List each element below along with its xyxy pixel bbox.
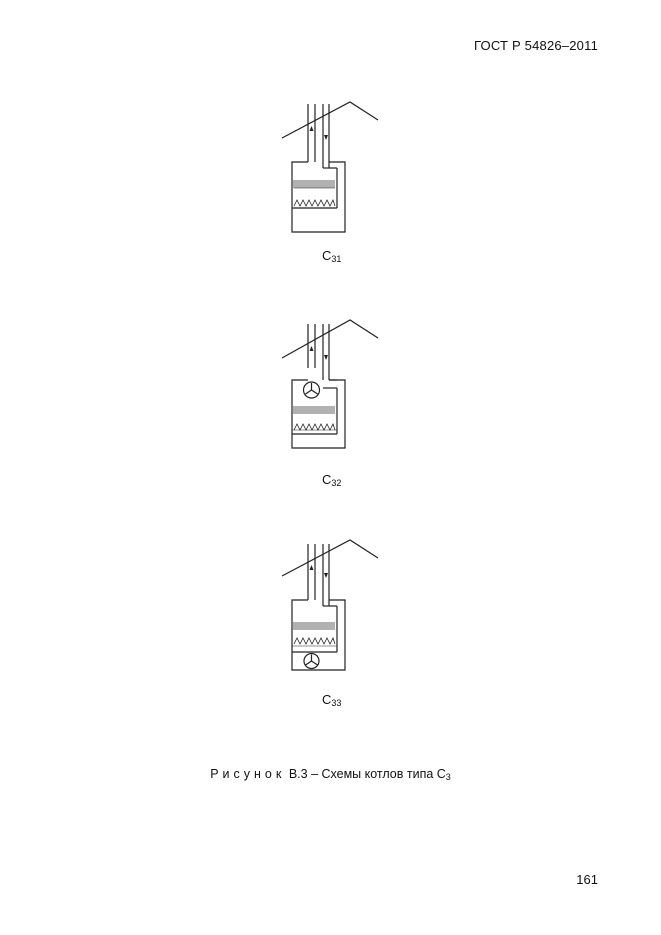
boiler-diagram-c33 xyxy=(270,538,390,708)
boiler-diagram-c31-drawing xyxy=(270,100,390,240)
boiler-diagram-c33-drawing xyxy=(270,538,390,678)
roof-line xyxy=(282,540,378,576)
heat-exchanger-fins xyxy=(294,406,334,414)
figure-caption xyxy=(0,767,661,782)
standard-code-header: ГОСТ Р 54826–2011 xyxy=(474,38,598,53)
heat-exchanger-fins xyxy=(294,622,334,630)
boiler-diagram-c32 xyxy=(270,318,390,488)
figure-label-c33: $C_{33}$ xyxy=(322,692,342,708)
fan-blades-icon xyxy=(306,655,318,666)
page-number: 161 xyxy=(576,872,598,887)
fan-blades-icon xyxy=(306,383,318,394)
figure-label-c32: $C_{32}$ xyxy=(322,472,342,488)
caption-word: Рисунок xyxy=(210,767,286,781)
heat-exchanger-fins xyxy=(294,180,334,188)
figure-label-c31: $C_{31}$ xyxy=(322,248,342,264)
caption-text: В.3 – Схемы котлов типа С xyxy=(288,767,446,781)
flow-arrows xyxy=(310,126,329,140)
caption-sub: 3 xyxy=(445,772,451,782)
boiler-diagram-c32-drawing xyxy=(270,318,390,458)
roof-line xyxy=(282,320,378,358)
flow-arrows xyxy=(310,346,329,360)
roof-line xyxy=(282,102,378,138)
boiler-diagram-c31 xyxy=(270,100,390,264)
flow-arrows xyxy=(310,565,329,578)
